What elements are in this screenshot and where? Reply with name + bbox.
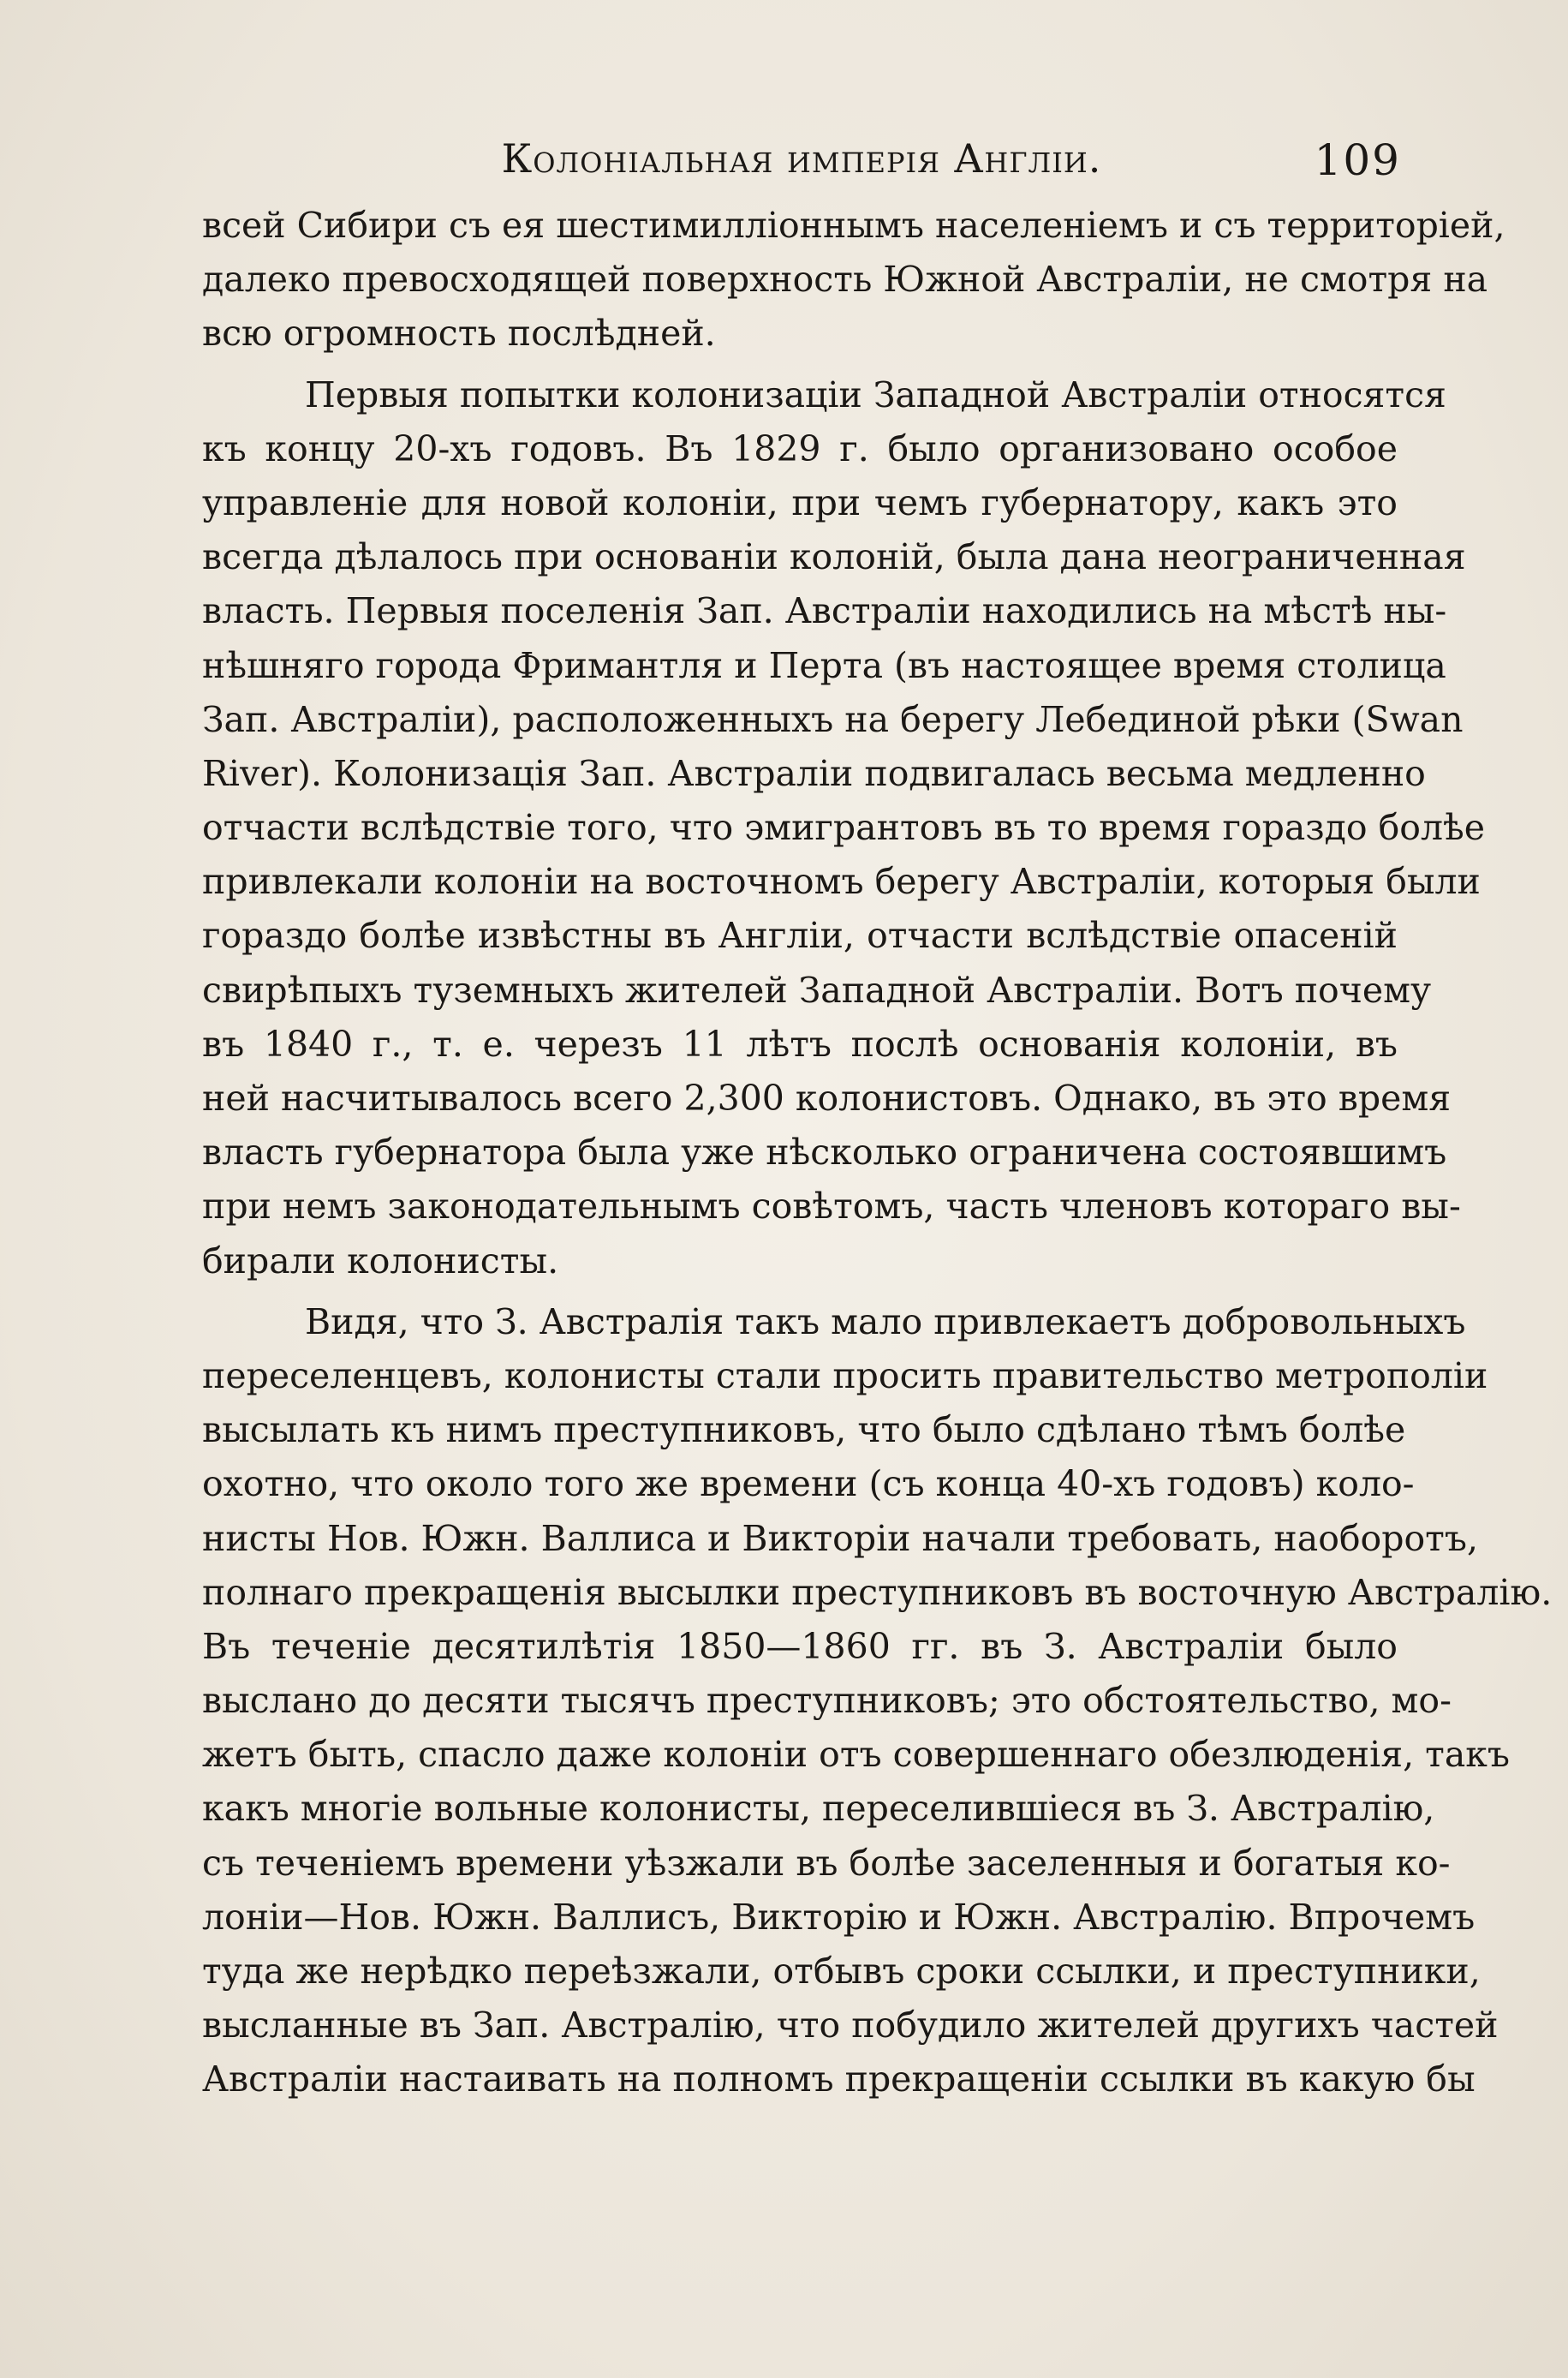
text-line: ней насчитывалось всего 2,300 колонистовъ. Однако, въ это время [202,1078,1452,1119]
text-line: далеко превосходящей поверхность Южной Австраліи, не смотря на [202,259,1488,301]
paragraph [202,368,1486,1288]
paragraph-gap [202,1288,1398,1295]
text-line: выслано до десяти тысячъ преступниковъ; это обстоятельство, мо- [202,1680,1452,1722]
text-line: власть. Первыя поселенія Зап. Австраліи находились на мѣстѣ ны- [202,590,1447,632]
text-line: лоніи—Нов. Южн. Валлисъ, Викторію и Южн. Австралію. Впрочемъ [202,1896,1476,1938]
text-line: нѣшняго города Фримантля и Перта (въ настоящее время столица [202,644,1446,686]
text-line: туда же нерѣдко переѣзжали, отбывъ сроки ссылки, и преступники, [202,1951,1481,1992]
page-number: 109 [1314,135,1401,185]
text-line: привлекали колоніи на восточномъ берегу Австраліи, которыя были [202,861,1481,903]
text-line: всегда дѣлалось при основаніи колоній, была дана неограниченная [202,536,1466,578]
text-line: Австраліи настаивать на полномъ прекращеніи ссылки въ какую бы [202,2058,1476,2100]
text-line: какъ многіе вольные колонисты, переселившіеся въ З. Австралію, [202,1788,1435,1830]
text-line: River). Колонизація Зап. Австраліи подвигалась весьма медленно [202,752,1426,794]
text-line: гораздо болѣе извѣстны въ Англіи, отчасти вслѣдствіе опасеній [202,915,1398,957]
text-line: полнаго прекращенія высылки преступниковъ въ восточную Австралію. [202,1571,1553,1613]
text-line: Видя, что З. Австралія такъ мало привлекаетъ добровольныхъ [305,1300,1466,1342]
text-line: власть губернатора была уже нѣсколько ограничена состоявшимъ [202,1132,1447,1174]
text-line: при немъ законодательнымъ совѣтомъ, часть членовъ котораго вы- [202,1186,1461,1228]
text-line: Первыя попытки колонизаціи Западной Австраліи относятся [305,373,1446,415]
text-line: жетъ быть, спасло даже колоніи отъ совершеннаго обезлюденія, такъ [202,1734,1511,1776]
text-line: отчасти вслѣдствіе того, что эмигрантовъ въ то время гораздо болѣе [202,807,1486,849]
text-line: свирѣпыхъ туземныхъ жителей Западной Австраліи. Вотъ почему [202,969,1432,1011]
text-line: высылать къ нимъ преступниковъ, что было сдѣлано тѣмъ болѣе [202,1409,1406,1451]
paragraph [202,199,1505,361]
text-line: къ концу 20-хъ годовъ. Въ 1829 г. было организовано особое [202,427,1398,469]
text-line: Зап. Австраліи), расположенныхъ на берегу Лебединой рѣки (Swan [202,698,1464,740]
text-line: всей Сибири съ ея шестимилліоннымъ населеніемъ и съ территоріей, [202,205,1505,246]
running-title: Колоніальная имперія Англіи. [501,135,1102,182]
text-line: нисты Нов. Южн. Валлиса и Викторіи начали требовать, наоборотъ, [202,1517,1478,1559]
text-line: высланные въ Зап. Австралію, что побудило жителей другихъ частей [202,2005,1499,2046]
text-line: переселенцевъ, колонисты стали просить правительство метрополіи [202,1354,1488,1396]
text-line: всю огромность послѣдней. [202,313,716,355]
text-line: бирали колонисты. [202,1240,559,1282]
running-head [202,128,1401,188]
text-line: съ теченіемъ времени уѣзжали въ болѣе заселенныя и богатыя ко- [202,1842,1451,1884]
paragraph-gap [202,361,1398,368]
paragraph [202,1295,1553,2107]
text-line: управленіе для новой колоніи, при чемъ губернатору, какъ это [202,481,1398,523]
text-line: охотно, что около того же времени (съ конца 40-хъ годовъ) коло- [202,1463,1415,1505]
body-text [202,199,1553,2107]
text-line: въ 1840 г., т. е. черезъ 11 лѣтъ послѣ основанія колоніи, въ [202,1023,1398,1065]
text-line: Въ теченіе десятилѣтія 1850—1860 гг. въ З. Австраліи было [202,1625,1398,1667]
